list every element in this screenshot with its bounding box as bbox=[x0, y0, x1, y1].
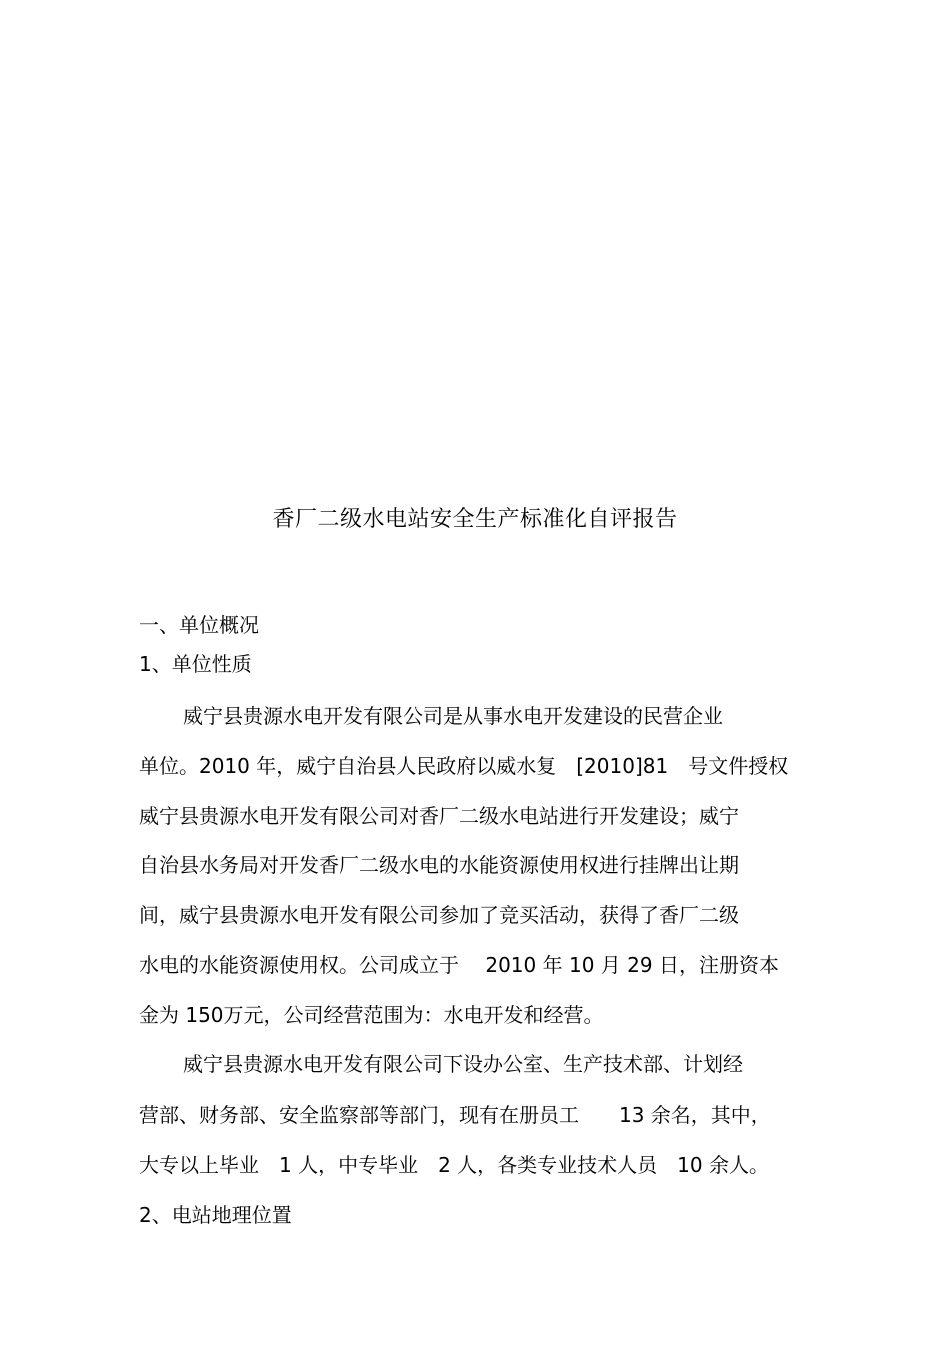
paragraph-line: 水电的水能资源使用权。公司成立于 2010 年 10 月 29 日，注册资本 bbox=[139, 953, 779, 977]
document-title: 香厂二级水电站安全生产标准化自评报告 bbox=[272, 507, 678, 532]
paragraph-line: 自治县水务局对开发香厂二级水电的水能资源使用权进行挂牌出让期 bbox=[139, 853, 739, 877]
paragraph-line: 金为 150万元，公司经营范围为：水电开发和经营。 bbox=[139, 1003, 604, 1027]
paragraph-line: 营部、财务部、安全监察部等部门，现有在册员工 13 余名，其中， bbox=[139, 1103, 771, 1127]
subsection-heading: 2、电站地理位置 bbox=[139, 1203, 292, 1227]
subsection-heading: 1、单位性质 bbox=[139, 652, 252, 676]
paragraph-line: 单位。2010 年，威宁自治县人民政府以威水复 [2010]81 号文件授权 bbox=[139, 754, 789, 778]
section-heading: 一、单位概况 bbox=[139, 613, 259, 637]
paragraph-line: 威宁县贵源水电开发有限公司对香厂二级水电站进行开发建设；威宁 bbox=[139, 804, 739, 828]
paragraph-line: 威宁县贵源水电开发有限公司是从事水电开发建设的民营企业 bbox=[183, 704, 723, 728]
paragraph-line: 威宁县贵源水电开发有限公司下设办公室、生产技术部、计划经 bbox=[183, 1052, 743, 1076]
paragraph-line: 间，威宁县贵源水电开发有限公司参加了竞买活动，获得了香厂二级 bbox=[139, 903, 739, 927]
paragraph-line: 大专以上毕业 1 人，中专毕业 2 人，各类专业技术人员 10 余人。 bbox=[139, 1153, 769, 1177]
